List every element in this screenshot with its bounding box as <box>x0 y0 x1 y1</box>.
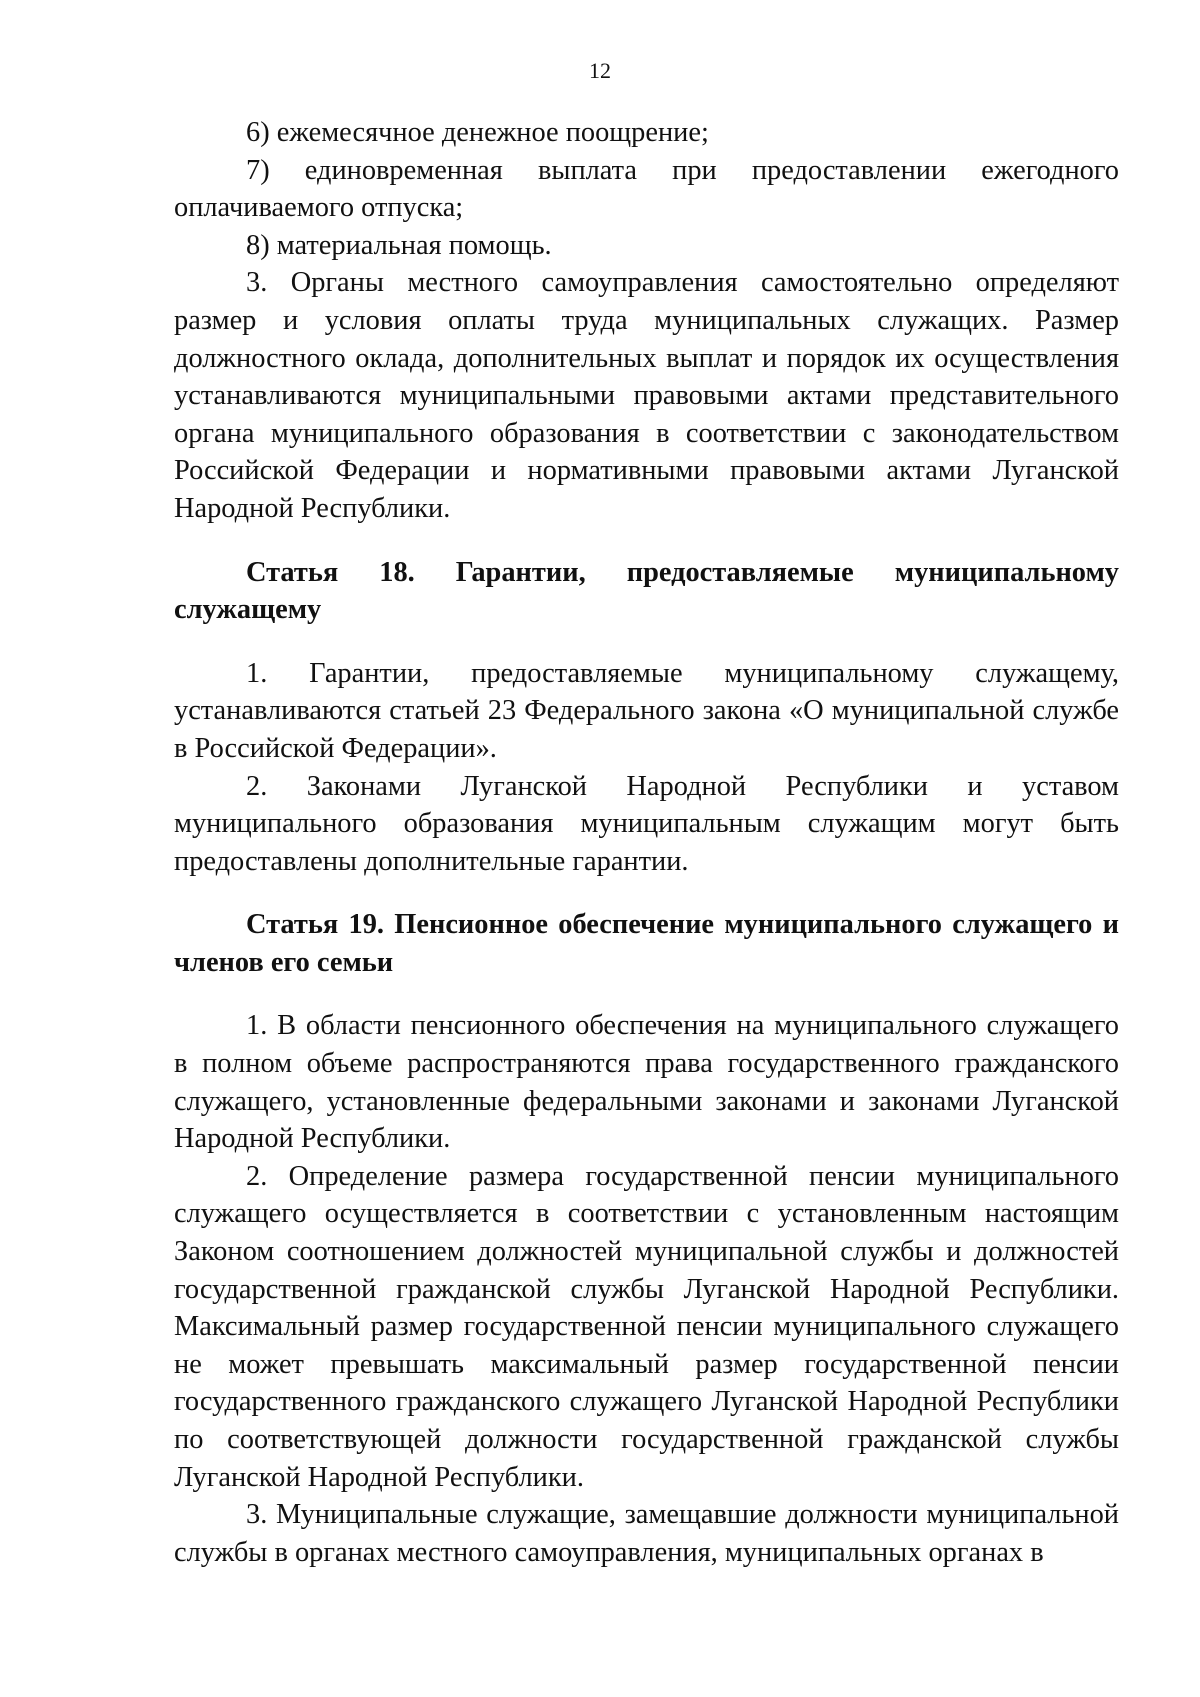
article-19-paragraph-3: 3. Муниципальные служащие, замещавшие должности муниципальной службы в органах местного самоуправления, муниципальных органах в <box>174 1499 1119 1568</box>
article-18-paragraph-1: 1. Гарантии, предоставляемые муниципальному служащему, устанавливаются статьей 23 Федерального закона «О муниципальной службе в Российской Федерации». <box>174 657 1119 764</box>
spacer <box>174 528 1119 554</box>
document-body <box>174 114 1119 1571</box>
spacer <box>174 981 1119 1007</box>
article-18-paragraph-2: 2. Законами Луганской Народной Республики и уставом муниципального образования муниципальным служащим могут быть предоставлены дополнительные гарантии. <box>174 770 1119 877</box>
article-19-paragraph-2: 2. Определение размера государственной пенсии муниципального служащего осуществляется в соответствии с установленным настоящим Законом соотношением должностей муниципальной службы и должностей государственной гражданской службы Луганской Народной Республики. Максимальный размер государственной пенсии муниципального служащего не может превышать максимальный размер государственной пенсии государственного гражданского служащего Луганской Народной Республики по соответствующей должности государственной гражданской службы Луганской Народной Республики. <box>174 1160 1119 1493</box>
list-item-vacation-payment: 7) единовременная выплата при предоставлении ежегодного оплачиваемого отпуска; <box>174 154 1119 224</box>
page-number: 12 <box>589 58 611 83</box>
paragraph-salary-conditions: 3. Органы местного самоуправления самостоятельно определяют размер и условия оплаты труда муниципальных служащих. Размер должностного оклада, дополнительных выплат и порядок их осуществления устанавливаются муниципальными правовыми актами представительного органа муниципального образования в соответствии с законодательством Российской Федерации и нормативными правовыми актами Луганской Народной Республики. <box>174 267 1119 524</box>
spacer <box>174 880 1119 906</box>
article-19-paragraph-1: 1. В области пенсионного обеспечения на муниципального служащего в полном объеме распространяются права государственного гражданского служащего, установленные федеральными законами и законами Луганской Народной Республики. <box>174 1010 1119 1155</box>
article-18-heading: Статья 18. Гарантии, предоставляемые муниципальному служащему <box>174 556 1119 626</box>
spacer <box>174 629 1119 655</box>
list-item-material-aid: 8) материальная помощь. <box>246 229 552 261</box>
article-19-heading: Статья 19. Пенсионное обеспечение муниципального служащего и членов его семьи <box>174 909 1119 978</box>
list-item-monthly-bonus: 6) ежемесячное денежное поощрение; <box>246 117 709 148</box>
